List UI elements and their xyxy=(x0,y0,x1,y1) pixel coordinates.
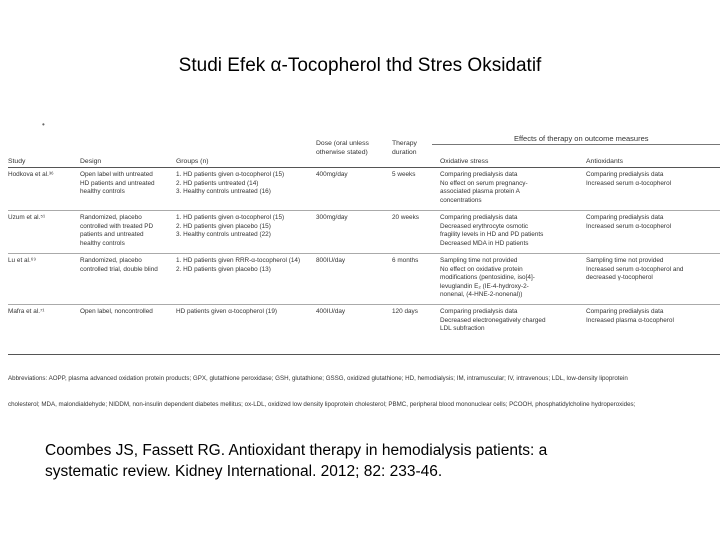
abbreviations-line: Abbreviations: AOPP, plasma advanced oxidation protein products; GPX, glutathione peroxidase; GSH, glutathione; GSSG, oxidized glutathione; HD, hemodialysis; IM, intramuscular; IV, intravenous; LDL, low-density lipoprotein xyxy=(8,375,628,382)
cell-duration: 6 months xyxy=(392,257,419,264)
citation-line-2: systematic review. Kidney International. 2012; 82: 233-46. xyxy=(45,463,443,480)
cell-groups: HD patients given α-tocopherol (19) xyxy=(176,308,278,315)
cell-oxidative-stress: Comparing predialysis data Decreased electronegatively charged LDL subfraction xyxy=(440,308,546,333)
header-dose-line-2: otherwise stated) xyxy=(316,149,368,156)
cell-antioxidants: Comparing predialysis data Increased serum α-tocopherol xyxy=(586,171,672,187)
cell-dose: 400mg/day xyxy=(316,171,348,178)
cell-groups: 1. HD patients given α-tocopherol (15) 2. HD patients given placebo (15) 3. Healthy controls untreated (22) xyxy=(176,214,285,239)
cell-duration: 120 days xyxy=(392,308,418,315)
cell-design: Open label with untreated HD patients and untreated healthy controls xyxy=(80,171,155,196)
header-rule xyxy=(8,167,720,168)
cell-design: Randomized, placebo controlled with treated PD patients and untreated healthy controls xyxy=(80,214,154,247)
header-duration-line-2: duration xyxy=(392,149,417,156)
cell-design: Randomized, placebo controlled trial, double blind xyxy=(80,257,158,273)
cell-oxidative-stress: Sampling time not provided No effect on oxidative protein modifications (pentosidine, iso[4]- levuglandin E₂ (IE-4-hydroxy-2- nonenal, (4-HNE-2-nonenal)) xyxy=(440,257,535,299)
effects-header: Effects of therapy on outcome measures xyxy=(514,134,649,143)
header-design: Design xyxy=(80,158,102,165)
header-duration-line-1: Therapy xyxy=(392,140,417,147)
cell-design: Open label, noncontrolled xyxy=(80,308,153,315)
row-rule xyxy=(8,210,720,211)
header-study: Study xyxy=(8,158,26,165)
cell-oxidative-stress: Comparing predialysis data No effect on serum pregnancy- associated plasma protein A concentrations xyxy=(440,171,528,204)
cell-dose: 300mg/day xyxy=(316,214,348,221)
cell-dose: 400IU/day xyxy=(316,308,346,315)
cell-groups: 1. HD patients given RRR-α-tocopherol (14) 2. HD patients given placebo (13) xyxy=(176,257,301,273)
header-groups: Groups (n) xyxy=(176,158,209,165)
cell-antioxidants: Comparing predialysis data Increased serum α-tocopherol xyxy=(586,214,672,230)
header-antioxidants: Antioxidants xyxy=(586,158,624,165)
abbreviations xyxy=(8,358,720,410)
cell-antioxidants: Sampling time not provided Increased serum α-tocopherol and decreased γ-tocopherol xyxy=(586,257,684,282)
citation-line-1: Coombes JS, Fassett RG. Antioxidant therapy in hemodialysis patients: a xyxy=(45,442,548,459)
header-dose-line-1: Dose (oral unless xyxy=(316,140,369,147)
row-rule xyxy=(8,253,720,254)
cell-duration: 5 weeks xyxy=(392,171,416,178)
cell-oxidative-stress: Comparing predialysis data Decreased erythrocyte osmotic fragility levels in HD and PD patients Decreased MDA in HD patients xyxy=(440,214,544,247)
evidence-table xyxy=(8,118,720,410)
cell-study: Mafra et al.⁷¹ xyxy=(8,308,45,315)
row-rule xyxy=(8,304,720,305)
bullet-marker: • xyxy=(42,120,45,129)
cell-antioxidants: Comparing predialysis data Increased plasma α-tocopherol xyxy=(586,308,674,324)
table-bottom-rule xyxy=(8,354,720,355)
cell-groups: 1. HD patients given α-tocopherol (15) 2. HD patients untreated (14) 3. Healthy controls untreated (16) xyxy=(176,171,285,196)
slide-title: Studi Efek α-Tocopherol thd Stres Oksidatif xyxy=(178,55,542,76)
cell-study: Uzum et al.⁵¹ xyxy=(8,214,46,221)
abbreviations-line: cholesterol; MDA, malondialdehyde; NIDDM, non-insulin dependent diabetes mellitus; ox-LDL, oxidized low density lipoprotein cholesterol; PBMC, peripheral blood mononuclear cells; PCOOH, phosphatidylcholine hydroperoxides; xyxy=(8,400,636,408)
citation xyxy=(45,440,685,482)
cell-study: Hodkova et al.³⁶ xyxy=(8,171,54,178)
cell-duration: 20 weeks xyxy=(392,214,419,221)
effects-rule xyxy=(432,144,720,145)
cell-dose: 800IU/day xyxy=(316,257,346,264)
cell-study: Lu et al.⁶⁹ xyxy=(8,257,37,264)
header-oxidative-stress: Oxidative stress xyxy=(440,158,489,165)
